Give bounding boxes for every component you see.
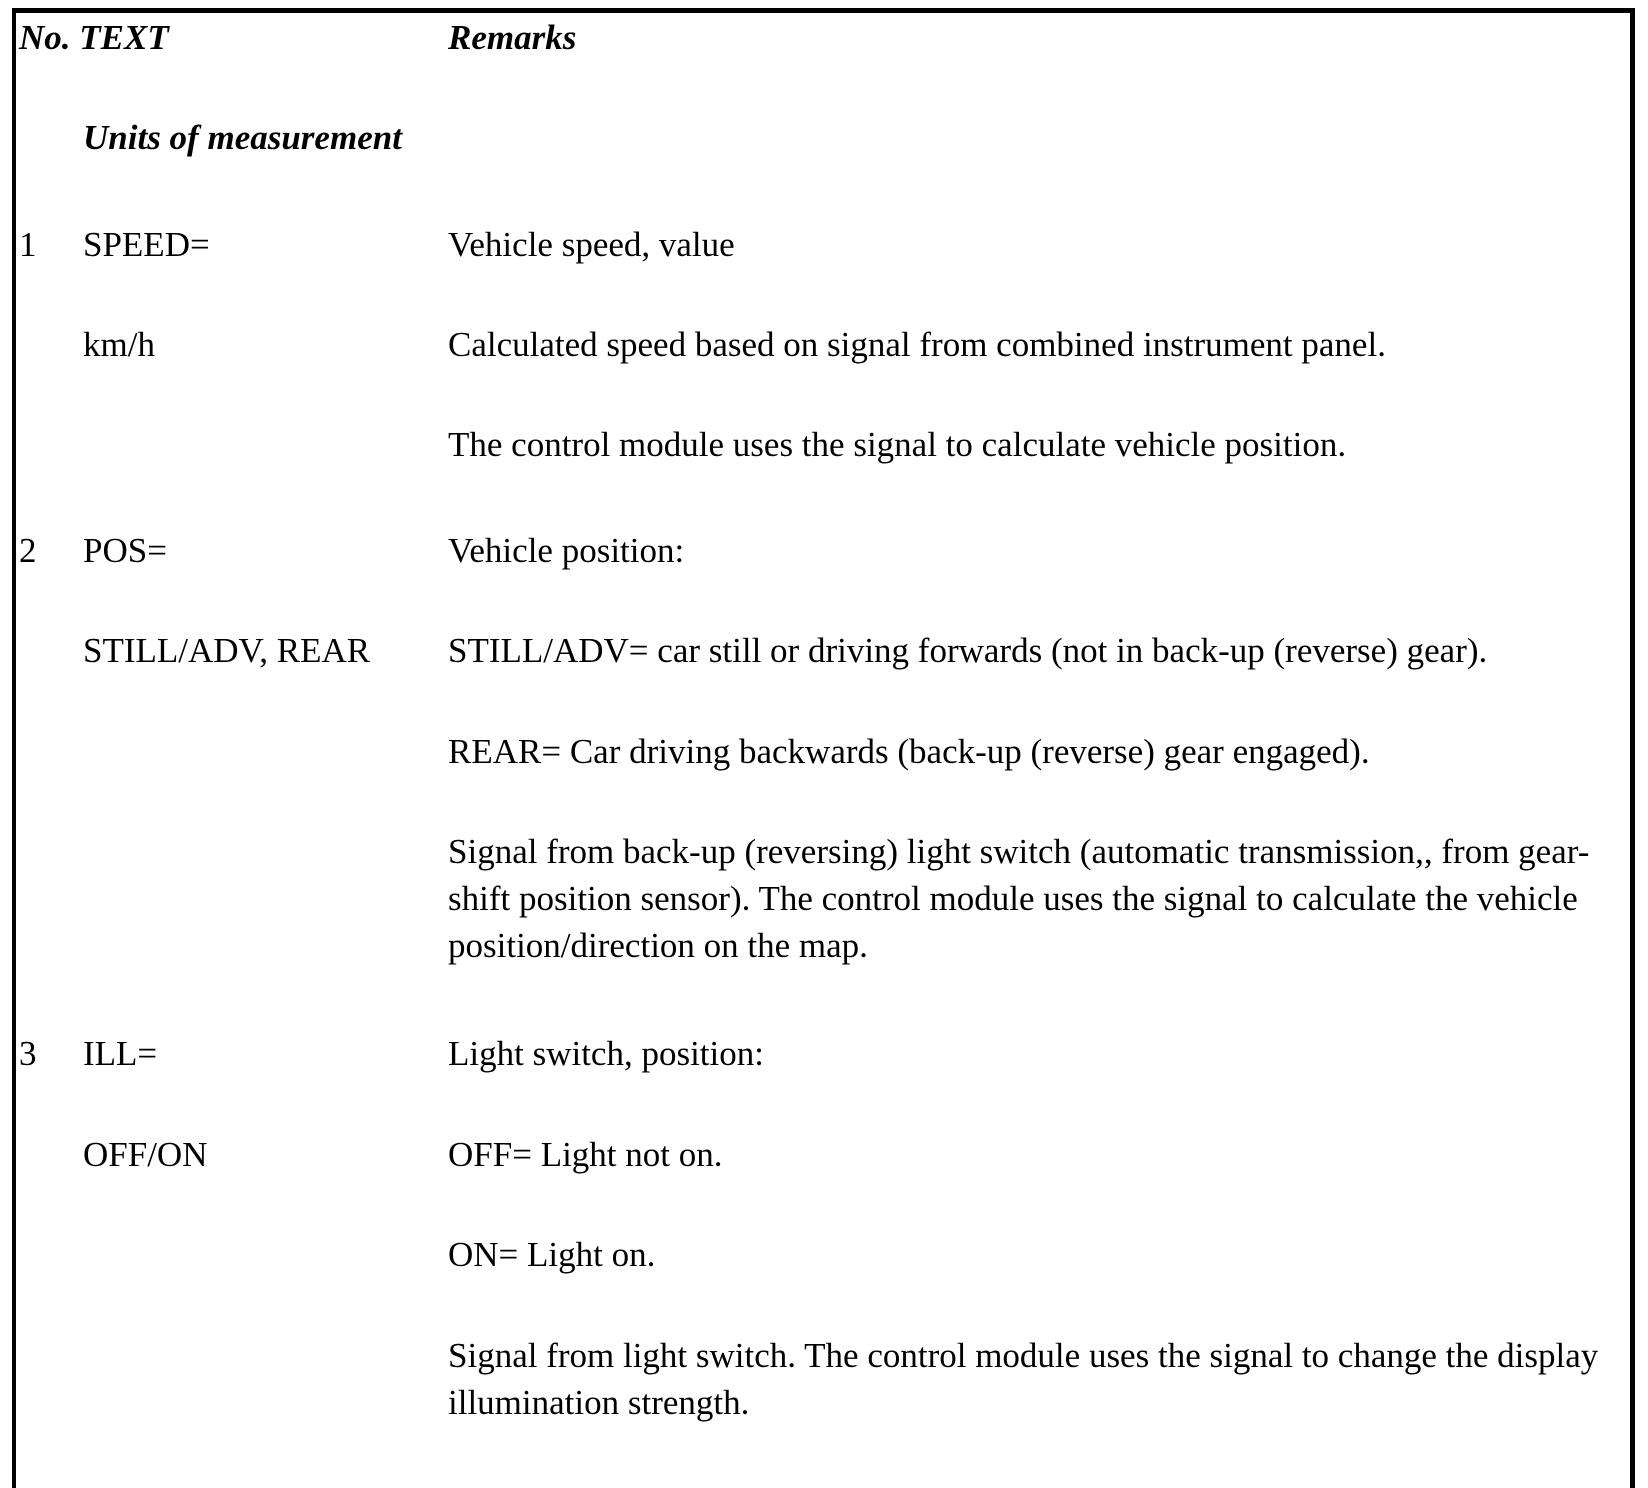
row-number: 3 — [19, 1034, 37, 1073]
row-text: SPEED= — [83, 225, 210, 264]
row-remark: The control module uses the signal to calculate vehicle position. — [448, 425, 1347, 464]
row-remark: Light switch, position: — [448, 1034, 764, 1073]
row-remark: OFF= Light not on. — [448, 1135, 723, 1174]
row-number: 2 — [19, 531, 37, 570]
row-text: POS= — [83, 531, 167, 570]
row-unit: km/h — [83, 325, 155, 364]
row-remark: Calculated speed based on signal from combined instrument panel. — [448, 325, 1386, 364]
row-remark: REAR= Car driving backwards (back-up (reverse) gear engaged). — [448, 732, 1370, 771]
row-remark: STILL/ADV= car still or driving forwards (not in back-up (reverse) gear). — [448, 631, 1488, 670]
header-no-text: No. TEXT — [19, 18, 169, 57]
row-number: 1 — [19, 225, 37, 264]
row-remark: Vehicle speed, value — [448, 225, 735, 264]
row-unit: STILL/ADV, REAR — [83, 631, 371, 670]
row-text: ILL= — [83, 1034, 158, 1073]
section-title: Units of measurement — [83, 118, 402, 157]
row-remark: Vehicle position: — [448, 531, 685, 570]
row-remark: ON= Light on. — [448, 1235, 656, 1274]
row-unit: OFF/ON — [83, 1135, 208, 1174]
header-remarks: Remarks — [448, 18, 577, 57]
row-remark: Signal from light switch. The control module uses the signal to change the display illumination strength. — [448, 1336, 1599, 1422]
row-remark: Signal from back-up (reversing) light switch (automatic transmission,, from gear-shift position sensor). The control module uses the signal to calculate the vehicle position/direction on the map. — [448, 832, 1590, 965]
